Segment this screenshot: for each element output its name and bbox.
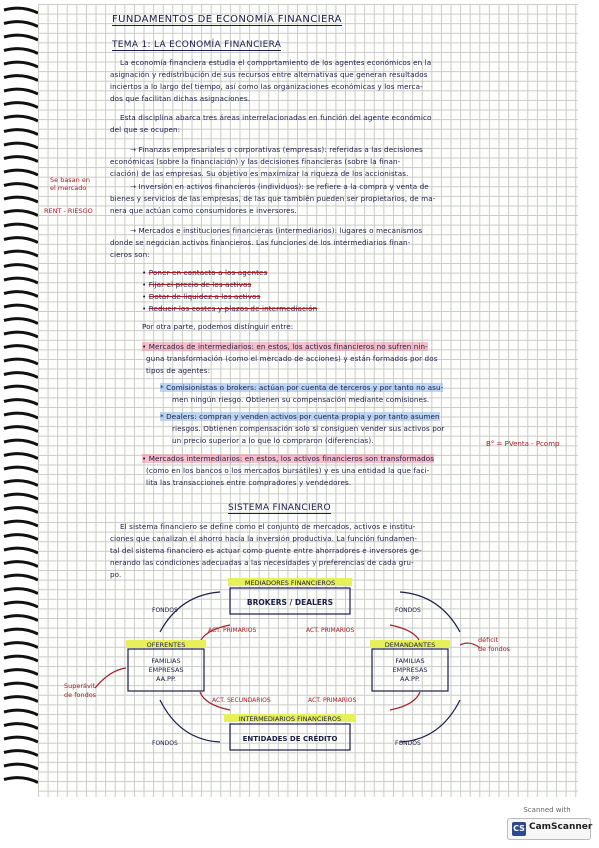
sistema-line: nerando las condiciones adecuadas a las necesidades y preferencias de cada gru- [110, 558, 414, 567]
mediators-text: • Mercados de intermediarios: en estos, los activos financieros no sufren nin- [142, 342, 428, 351]
spiral-ring [4, 184, 38, 189]
area1-line: ciación) de las empresas. Su objetivo es maximizar la riqueza de los accionistas. [110, 169, 409, 178]
spiral-ring [4, 508, 38, 513]
spiral-ring [4, 305, 38, 310]
intro-line: inciertos a lo largo del tiempo, así como las organizaciones económicas y los merca- [110, 82, 423, 91]
camscanner-badge [505, 806, 593, 840]
area1-line: económicas (sobre la financiación) y las decisiones financieras (sobre la finan- [110, 157, 401, 166]
spiral-ring [4, 643, 38, 648]
intro-line: La economía financiera estudia el comportamiento de los agentes económicos en la [120, 58, 432, 67]
spiral-ring [4, 481, 38, 486]
act-primarios-label: ACT. PRIMARIOS [308, 697, 357, 704]
spiral-ring [4, 197, 38, 202]
spiral-ring [4, 130, 38, 135]
spiral-ring [4, 737, 38, 742]
spiral-ring [4, 116, 38, 121]
top-box-label: BROKERS / DEALERS [246, 598, 334, 607]
spiral-ring [4, 8, 38, 13]
camscanner-logo-icon: CS [512, 822, 526, 836]
arrow-right-to-top-primary [390, 625, 420, 642]
area1-line: → Finanzas empresariales o corporativas (empresas): referidas a las decisiones [130, 145, 423, 154]
function-text: Dotar de liquidez a los activos [148, 292, 261, 301]
bottom-header-label: INTERMEDIARIOS FINANCIEROS [238, 715, 342, 723]
spiral-ring [4, 494, 38, 499]
left-box-line: EMPRESAS [148, 666, 184, 674]
areas-line: Esta disciplina abarca tres áreas interrelacionadas en función del agente económico [120, 113, 432, 122]
spiral-ring [4, 683, 38, 688]
spiral-ring [4, 35, 38, 40]
act-primarios-label: ACT. PRIMARIOS [306, 627, 355, 634]
dealers-text: * Dealers: compran y venden activos por cuenta propia y por tanto asumen [160, 412, 440, 421]
intermediaries-line [142, 454, 434, 463]
spiral-ring [4, 697, 38, 702]
areas-line: del que se ocupen: [110, 125, 181, 134]
spiral-ring [4, 62, 38, 67]
margin-note-line: Se basan en [50, 176, 90, 184]
spiral-ring [4, 656, 38, 661]
camscanner-caption: Scanned with [523, 806, 571, 814]
brokers-text: * Comisionistas o brokers: actúan por cuenta de terceros y por tanto no asu- [160, 383, 444, 392]
spiral-binding [0, 0, 42, 800]
mediators-line: guna transformación (como el mercado de acciones) y están formados por dos [146, 354, 438, 363]
arrow-deficit [460, 643, 480, 648]
area3-line: cieros son: [110, 250, 150, 259]
spiral-ring [4, 535, 38, 540]
spiral-ring [4, 589, 38, 594]
intermediaries-line: (como en los bancos o los mercados bursátiles) y es una entidad la que faci- [146, 466, 430, 475]
spiral-ring [4, 265, 38, 270]
camscanner-brand-box [507, 818, 591, 840]
spiral-ring [4, 440, 38, 445]
spiral-ring [4, 251, 38, 256]
sistema-line: tal del sistema financiero es actuar como puente entre ahorradores e inversores ge- [110, 546, 422, 555]
area3-line: → Mercados e instituciones financieras (intermediarios): lugares o mecanismos [130, 226, 423, 235]
area2-line: nera que actúan como consumidores e inversores. [110, 206, 297, 215]
superavit-note-line: Superávit [64, 682, 96, 690]
left-box-line: AA.PP. [156, 675, 176, 683]
intro-line: dos que facilitan dichas asignaciones. [110, 94, 251, 103]
fondos-label: FONDOS [152, 740, 178, 747]
spiral-ring [4, 710, 38, 715]
dealers-line [160, 412, 440, 421]
arrow-right-to-bottom-primary [390, 692, 420, 710]
section-title: TEMA 1: LA ECONOMÍA FINANCIERA [112, 40, 282, 50]
area2-line: → Inversión en activos financieros (individuos): se refiere a la compra y venta de [130, 182, 429, 191]
function-item: • Poner en contacto a los agentes [142, 268, 268, 277]
sistema-line: po. [110, 570, 122, 579]
spiral-ring [4, 400, 38, 405]
spiral-ring [4, 562, 38, 567]
right-header-label: DEMANDANTES [384, 641, 436, 649]
spiral-ring [4, 170, 38, 175]
function-item: • Fijar el precio de los activos [142, 280, 252, 289]
function-text: Reducir los costes y plazos de intermediación [148, 304, 318, 313]
spiral-ring [4, 764, 38, 769]
spiral-ring [4, 103, 38, 108]
act-primarios-label: ACT. PRIMARIOS [208, 627, 257, 634]
spiral-ring [4, 346, 38, 351]
dealers-line: un precio superior a lo que lo compraron (diferencias). [172, 436, 374, 445]
deficit-note-line: de fondos [478, 645, 511, 653]
right-box-line: FAMILIAS [395, 657, 425, 665]
spiral-ring [4, 332, 38, 337]
spiral-ring [4, 427, 38, 432]
sistema-line: ciones que canalizan el ahorro hacia la inversión productiva. La función fundamen- [110, 534, 418, 543]
arrow-superavit [95, 668, 126, 688]
act-secundarios-label: ACT. SECUNDARIOS [212, 697, 271, 704]
spiral-ring [4, 373, 38, 378]
spiral-ring [4, 319, 38, 324]
mediators-line [142, 342, 428, 351]
spiral-ring [4, 751, 38, 756]
spiral-ring [4, 386, 38, 391]
spiral-ring [4, 211, 38, 216]
function-item: • Reducir los costes y plazos de intermediación [142, 304, 318, 313]
spiral-ring [4, 413, 38, 418]
spiral-ring [4, 670, 38, 675]
fondos-label: FONDOS [395, 740, 421, 747]
intermediaries-text: • Mercados intermediarios: en estos, los activos financieros son transformados [142, 454, 435, 463]
margin-note-market [50, 176, 90, 192]
arrow-left-to-bottom [160, 700, 220, 742]
left-header-label: OFERENTES [146, 641, 186, 649]
spiral-ring [4, 76, 38, 81]
sistema-title: SISTEMA FINANCIERO [228, 503, 331, 513]
margin-note-line: el mercado [50, 184, 87, 192]
spiral-ring [4, 602, 38, 607]
fondos-label: FONDOS [395, 607, 421, 614]
spiral-ring [4, 778, 38, 783]
intro-line: asignación y redistribución de sus recursos entre alternativas que generan resultados [110, 70, 428, 79]
function-text: Poner en contacto a los agentes [148, 268, 268, 277]
spiral-ring [4, 49, 38, 54]
spiral-ring [4, 521, 38, 526]
spiral-ring [4, 359, 38, 364]
arrow-bottom-to-right [400, 700, 460, 742]
financial-system-diagram [60, 570, 560, 790]
spiral-ring [4, 89, 38, 94]
document-title: FUNDAMENTOS DE ECONOMÍA FINANCIERA [112, 14, 342, 25]
left-box-line: FAMILIAS [151, 657, 181, 665]
spiral-ring [4, 724, 38, 729]
spiral-ring [4, 157, 38, 162]
superavit-note-line: de fondos [64, 691, 97, 699]
margin-note-rent-risk: RENT - RIESGO [44, 207, 93, 215]
spiral-ring [4, 629, 38, 634]
spiral-ring [4, 143, 38, 148]
brokers-line [160, 383, 443, 392]
deficit-note-line: déficit [478, 636, 499, 644]
spiral-ring [4, 224, 38, 229]
bottom-box-label: ENTIDADES DE CRÉDITO [242, 735, 338, 743]
spiral-ring [4, 548, 38, 553]
dealers-line: riesgos. Obtienen compensación solo si consiguen vender sus activos por [172, 424, 445, 433]
fondos-label: FONDOS [152, 607, 178, 614]
area3-line: donde se negocian activos financieros. Las funciones de los intermediarios finan- [110, 238, 411, 247]
mediators-line: tipos de agentes: [146, 366, 211, 375]
function-text: Fijar el precio de los activos [148, 280, 252, 289]
sistema-line: El sistema financiero se define como el conjunto de mercados, activos e institu- [120, 522, 416, 531]
right-box-line: AA.PP. [400, 675, 420, 683]
top-header-label: MEDIADORES FINANCIEROS [244, 579, 336, 587]
brokers-line: men ningún riesgo. Obtienen su compensación mediante comisiones. [172, 395, 430, 404]
spiral-ring [4, 467, 38, 472]
spiral-ring [4, 238, 38, 243]
dealer-formula: B° = PVenta - Pcomp [486, 440, 560, 448]
spiral-ring [4, 22, 38, 27]
distinguish-line: Por otra parte, podemos distinguir entre: [142, 322, 294, 331]
area2-line: bienes y servicios de las empresas, de las que también pueden ser propietarios, de ma- [110, 194, 436, 203]
camscanner-brand: CamScanner [529, 822, 593, 832]
intermediaries-line: lita las transacciones entre compradores y vendedores. [146, 478, 352, 487]
spiral-ring [4, 575, 38, 580]
spiral-ring [4, 292, 38, 297]
spiral-ring [4, 616, 38, 621]
right-box-line: EMPRESAS [392, 666, 428, 674]
spiral-ring [4, 454, 38, 459]
spiral-ring [4, 278, 38, 283]
function-item: • Dotar de liquidez a los activos [142, 292, 261, 301]
